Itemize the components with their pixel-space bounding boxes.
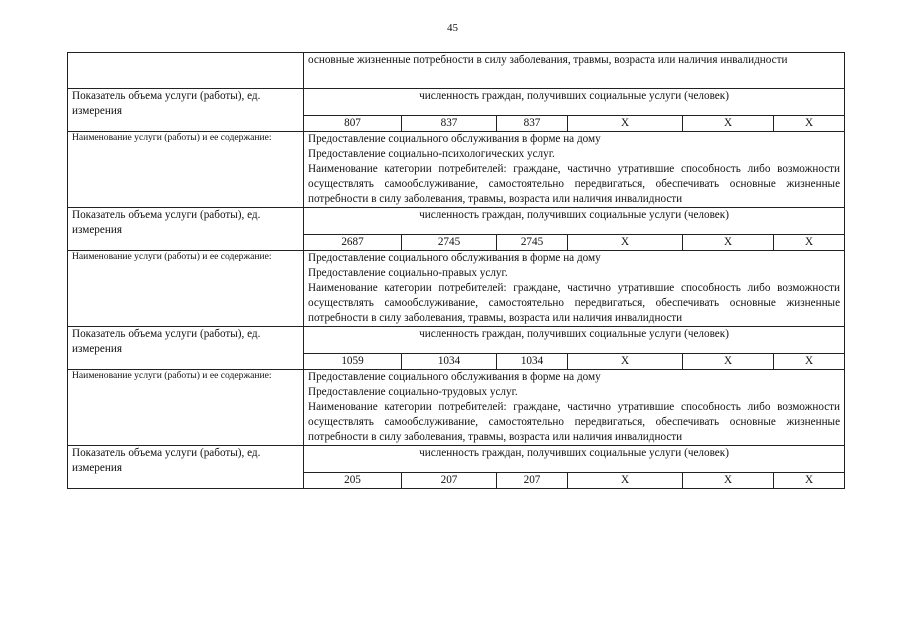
services-table xyxy=(67,52,845,489)
measure-unit: численность граждан, получивших социальные услуги (человек) xyxy=(304,89,845,116)
volume-indicator-label: Показатель объема услуги (работы), ед. измерения xyxy=(68,208,304,251)
indicator-row xyxy=(68,208,845,235)
service-name-label: Наименование услуги (работы) и ее содержание: xyxy=(68,370,304,446)
service-row xyxy=(68,370,845,446)
value-cell: 2745 xyxy=(402,235,497,251)
value-cell: 1059 xyxy=(304,354,402,370)
value-cell: X xyxy=(568,235,683,251)
service-form: Предоставление социального обслуживания в форме на дому xyxy=(308,252,601,264)
value-cell: X xyxy=(683,235,774,251)
volume-indicator-label: Показатель объема услуги (работы), ед. измерения xyxy=(68,327,304,370)
service-form: Предоставление социального обслуживания в форме на дому xyxy=(308,133,601,145)
value-cell: 1034 xyxy=(497,354,568,370)
page-number: 45 xyxy=(447,22,458,34)
service-row xyxy=(68,132,845,208)
value-cell: X xyxy=(774,354,845,370)
indicator-row xyxy=(68,446,845,473)
value-cell: 2745 xyxy=(497,235,568,251)
value-cell: X xyxy=(683,354,774,370)
service-title: Предоставление социально-правых услуг. xyxy=(308,267,508,279)
value-cell: X xyxy=(774,235,845,251)
measure-unit: численность граждан, получивших социальные услуги (человек) xyxy=(304,208,845,235)
value-cell: X xyxy=(774,116,845,132)
value-cell: 1034 xyxy=(402,354,497,370)
service-description xyxy=(304,132,845,208)
service-name-label: Наименование услуги (работы) и ее содержание: xyxy=(68,251,304,327)
service-row xyxy=(68,251,845,327)
value-cell: 207 xyxy=(497,473,568,489)
volume-indicator-label: Показатель объема услуги (работы), ед. измерения xyxy=(68,89,304,132)
indicator-row xyxy=(68,327,845,354)
value-cell: X xyxy=(568,354,683,370)
value-cell: 205 xyxy=(304,473,402,489)
value-cell: X xyxy=(568,116,683,132)
service-description xyxy=(304,251,845,327)
measure-unit: численность граждан, получивших социальные услуги (человек) xyxy=(304,446,845,473)
consumer-category: Наименование категории потребителей: граждане, частично утратившие способность либо возможности осуществлять самообслуживание, самостоятельно передвигаться, обеспечивать основные жизненные потребности в силу заболевания, травмы, возраста или наличия инвалидности xyxy=(308,401,841,443)
empty-label-cell xyxy=(68,53,304,89)
volume-indicator-label: Показатель объема услуги (работы), ед. измерения xyxy=(68,446,304,489)
value-cell: 207 xyxy=(402,473,497,489)
service-form: Предоставление социального обслуживания в форме на дому xyxy=(308,371,601,383)
service-title: Предоставление социально-трудовых услуг. xyxy=(308,386,518,398)
value-cell: X xyxy=(683,116,774,132)
continuation-row xyxy=(68,53,845,89)
value-cell: 837 xyxy=(402,116,497,132)
service-title: Предоставление социально-психологических услуг. xyxy=(308,148,555,160)
continuation-text: основные жизненные потребности в силу заболевания, травмы, возраста или наличия инвалидности xyxy=(304,53,845,89)
service-description xyxy=(304,370,845,446)
consumer-category: Наименование категории потребителей: граждане, частично утратившие способность либо возможности осуществлять самообслуживание, самостоятельно передвигаться, обеспечивать основные жизненные потребности в силу заболевания, травмы, возраста или наличия инвалидности xyxy=(308,163,841,205)
value-cell: X xyxy=(683,473,774,489)
value-cell: X xyxy=(568,473,683,489)
value-cell: 2687 xyxy=(304,235,402,251)
value-cell: X xyxy=(774,473,845,489)
service-name-label: Наименование услуги (работы) и ее содержание: xyxy=(68,132,304,208)
value-cell: 807 xyxy=(304,116,402,132)
measure-unit: численность граждан, получивших социальные услуги (человек) xyxy=(304,327,845,354)
indicator-row xyxy=(68,89,845,116)
consumer-category: Наименование категории потребителей: граждане, частично утратившие способность либо возможности осуществлять самообслуживание, самостоятельно передвигаться, обеспечивать основные жизненные потребности в силу заболевания, травмы, возраста или наличия инвалидности xyxy=(308,282,841,324)
value-cell: 837 xyxy=(497,116,568,132)
